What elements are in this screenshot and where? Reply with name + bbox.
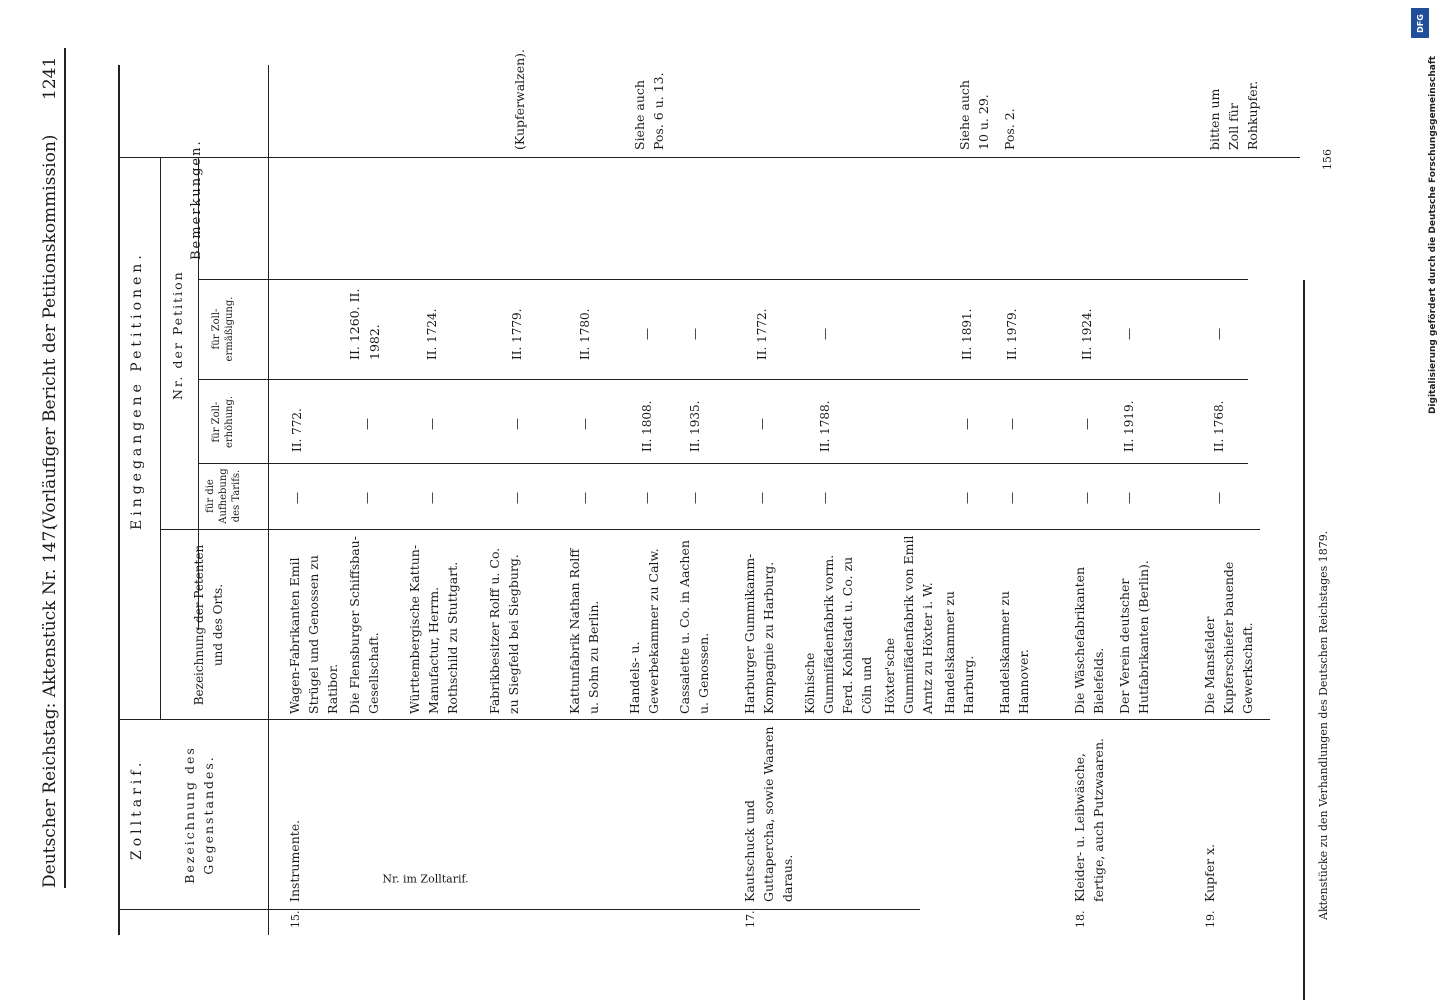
digitization-note: Digitalisierung gefördert durch die Deutsche Forschungsgemeinschaft	[1428, 55, 1438, 415]
col-line-gegenstand	[120, 719, 1270, 720]
petent-entry: Höxter'sche Gummifädenfabrik von Emil Arntz zu Höxter i. W.	[882, 535, 935, 714]
petent-entry: Harburger Gummikamm-Kompagnie zu Harburg.	[742, 553, 776, 714]
table-top-line	[118, 65, 120, 935]
erhoehung-value: II. 1808.	[640, 400, 654, 452]
row-gegenstand: Kautschuck und Guttapercha, sowie Waaren daraus.	[742, 726, 795, 902]
col-header-ermaessigung: für Zoll-ermäßigung.	[211, 296, 235, 362]
col-header-zolltarif: Zolltarif.	[129, 758, 145, 860]
col-header-petitionen: Eingegangene Petitionen.	[129, 251, 145, 530]
petent-entry: Die Flensburger Schiffsbau-Gesellschaft.	[347, 536, 381, 714]
aufhebung-value: —	[640, 492, 654, 504]
aufhebung-value: —	[688, 492, 702, 504]
erhoehung-value: —	[578, 418, 592, 430]
ermaessigung-value: II. 1772.	[755, 308, 769, 360]
erhoehung-value: II. 1768.	[1212, 400, 1226, 452]
ermaessigung-value: —	[1212, 328, 1226, 340]
dfg-sidebar	[1408, 0, 1438, 1000]
erhoehung-value: —	[755, 418, 769, 430]
bemerkung-text: Siehe auch 10 u. 29.	[957, 80, 991, 150]
erhoehung-value: —	[425, 418, 439, 430]
aufhebung-value: —	[510, 492, 524, 504]
col-header-gegenstand: Bezeichnung des Gegenstandes.	[182, 746, 216, 884]
bemerkung-text: Pos. 2.	[1002, 108, 1017, 150]
dfg-logo-text: DFG	[1415, 13, 1425, 33]
dfg-logo	[1411, 8, 1429, 38]
row-nr: 17.	[744, 910, 757, 928]
col-header-nr-der-petition: Nr. der Petition	[170, 270, 185, 400]
ermaessigung-value: II. 1979.	[1005, 308, 1019, 360]
ermaessigung-value: —	[1122, 328, 1136, 340]
petent-entry: Württembergische Kattun-Manufactur, Herrm. Rothschild zu Stuttgart.	[407, 544, 460, 714]
col-line-nr	[120, 909, 920, 910]
erhoehung-value: —	[510, 418, 524, 430]
erhoehung-value: II. 1919.	[1122, 400, 1136, 452]
col-line-erhoehung	[198, 379, 1248, 380]
ermaessigung-value: II. 1891.	[960, 308, 974, 360]
ermaessigung-value: II. 1260. II. 1982.	[347, 288, 382, 360]
erhoehung-value: —	[360, 418, 374, 430]
erhoehung-value: II. 1788.	[818, 400, 832, 452]
aufhebung-value: —	[755, 492, 769, 504]
footer-left: Aktenstücke zu den Verhandlungen des Deutschen Reichstages 1879.	[1317, 530, 1330, 920]
bemerkung-text: Siehe auch Pos. 6 u. 13.	[632, 72, 666, 150]
aufhebung-value: —	[1005, 492, 1019, 504]
ermaessigung-value: —	[640, 328, 654, 340]
erhoehung-value: —	[1080, 418, 1094, 430]
petent-entry: Wagen-Fabrikanten Emil Strügel und Genossen zu Ratibor.	[287, 555, 340, 714]
ermaessigung-value: —	[818, 328, 832, 340]
row-nr: 18.	[1074, 910, 1087, 928]
row-nr: 19.	[1204, 910, 1217, 928]
petent-entry: Kattunfabrik Nathan Rolff u. Sohn zu Berlin.	[567, 548, 601, 714]
aufhebung-value: —	[290, 492, 304, 504]
page-number: 1241	[40, 56, 60, 100]
petent-entry: Handelskammer zu Hannover.	[997, 591, 1031, 714]
bemerkung-text: (Kupferwalzen).	[512, 48, 527, 150]
petent-entry: Fabrikbesitzer Rolff u. Co. zu Siegfeld bei Siegburg.	[487, 547, 521, 714]
header-separator	[268, 65, 269, 935]
aufhebung-value: —	[578, 492, 592, 504]
col-header-erhoehung: für Zoll-erhöhung.	[211, 395, 235, 449]
ermaessigung-value: II. 1924.	[1080, 308, 1094, 360]
col-header-bemerkungen: Bemerkungen.	[189, 139, 204, 260]
erhoehung-value: —	[1005, 418, 1019, 430]
aufhebung-value: —	[1212, 492, 1226, 504]
ermaessigung-value: II. 1779.	[510, 308, 524, 360]
petent-entry: Handels- u. Gewerbekammer zu Calw.	[627, 548, 661, 714]
erhoehung-value: II. 1935.	[688, 400, 702, 452]
col-header-petenten: Bezeichnung der Petenten und des Orts.	[192, 544, 225, 706]
aufhebung-value: —	[1080, 492, 1094, 504]
aufhebung-value: —	[425, 492, 439, 504]
petent-entry: Die Wäschefabrikanten Bielefelds.	[1072, 566, 1106, 714]
petent-entry: Cassalette u. Co. in Aachen u. Genossen.	[677, 540, 711, 714]
petent-entry: Der Verein deutscher Hutfabrikanten (Berlin).	[1117, 560, 1151, 714]
ermaessigung-value: II. 1780.	[578, 308, 592, 360]
col-header-aufhebung: für die Aufhebung des Tarifs.	[205, 468, 242, 524]
aufhebung-value: —	[1122, 492, 1136, 504]
footer-rule	[1303, 280, 1305, 1000]
aufhebung-value: —	[818, 492, 832, 504]
row-gegenstand: Kupfer x.	[1202, 843, 1217, 902]
erhoehung-value: —	[960, 418, 974, 430]
ermaessigung-value: II. 1724.	[425, 308, 439, 360]
col-line-petenten	[160, 529, 1260, 530]
row-gegenstand: Kleider- u. Leibwäsche, fertige, auch Putzwaaren.	[1072, 738, 1106, 902]
petent-entry: Kölnische Gummifädenfabrik vorm. Ferd. Kohlstadt u. Co. zu Cöln und	[802, 554, 874, 714]
aufhebung-value: —	[360, 492, 374, 504]
col-line-ermaessigung	[198, 279, 1248, 280]
petent-entry: Handelskammer zu Harburg.	[942, 591, 976, 714]
ermaessigung-value: —	[688, 328, 702, 340]
petition-subrule	[160, 158, 161, 720]
col-header-nr: Nr. im Zolltarif.	[382, 872, 469, 886]
aufhebung-value: —	[960, 492, 974, 504]
petent-entry: Die Mansfelder Kupferschiefer bauende Gewerkschaft.	[1202, 561, 1255, 714]
header-left: Deutscher Reichstag: Aktenstück Nr. 147.	[40, 525, 60, 888]
col-line-aufhebung	[198, 463, 1248, 464]
header-rule	[64, 48, 66, 888]
bemerkung-text: bitten um Zoll für Rohkupfer.	[1207, 80, 1260, 150]
header-title: (Vorläufiger Bericht der Petitionskommission)	[40, 134, 60, 530]
row-nr: 15.	[289, 910, 302, 928]
erhoehung-value: II. 772.	[290, 408, 304, 452]
col-line-bemerkungen	[120, 157, 1300, 158]
footer-page: 156	[1321, 149, 1334, 170]
row-gegenstand: Instrumente.	[287, 819, 302, 902]
